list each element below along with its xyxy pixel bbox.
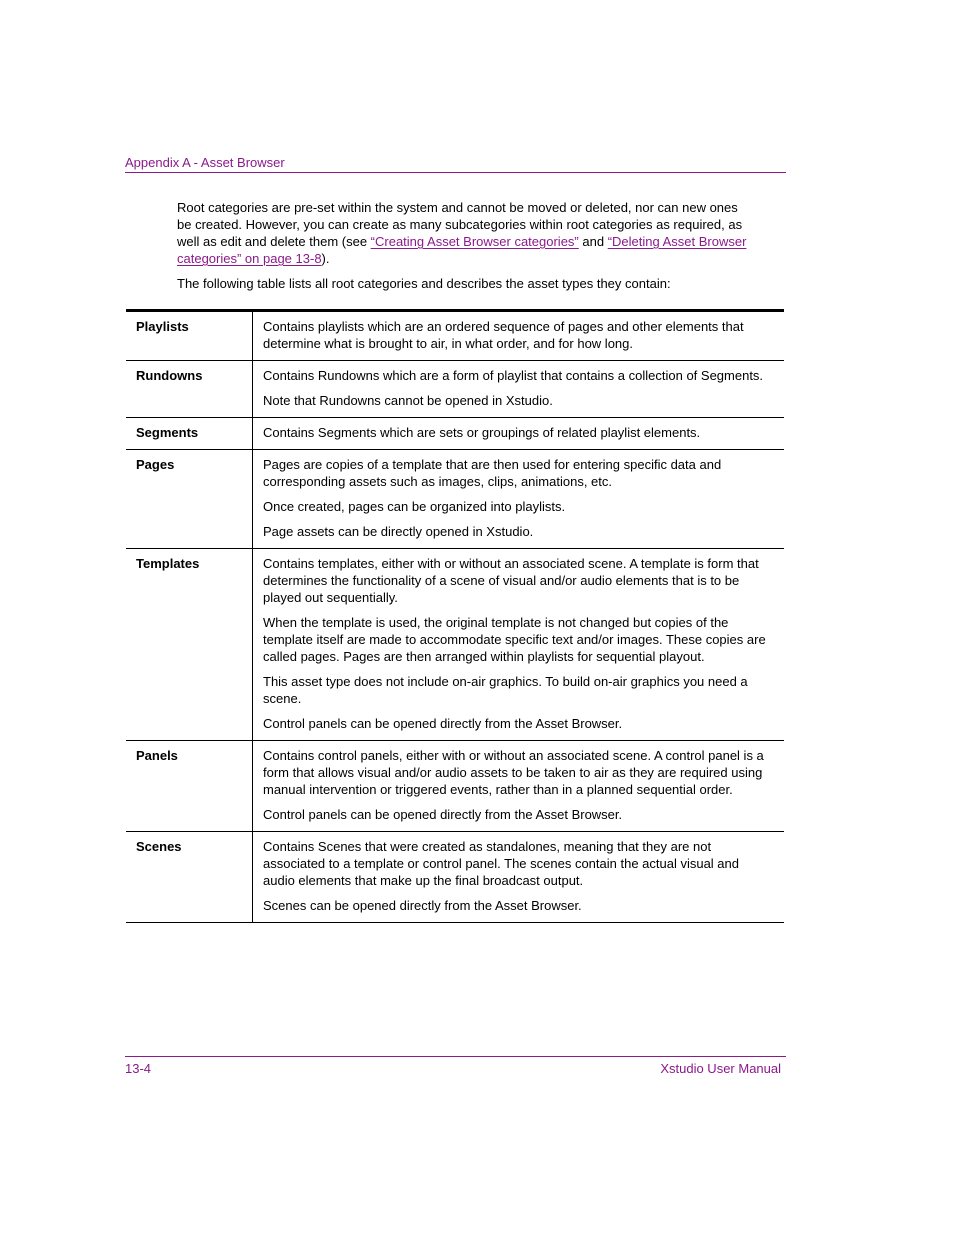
intro-text-c: ).: [321, 251, 330, 266]
description-paragraph: Contains Scenes that were created as standalones, meaning that they are not associated to a template or control panel. The scenes contain the actual visual and audio elements that make up the final broadcast output.: [263, 839, 739, 888]
manual-title: Xstudio User Manual: [660, 1061, 781, 1076]
description-paragraph: Once created, pages can be organized into playlists.: [263, 499, 566, 514]
table-row: [126, 450, 784, 549]
table-row: [126, 549, 784, 741]
page-header: [125, 154, 786, 173]
link-deleting-categories[interactable]: “Deleting Asset Browser categories” on page 13-8: [177, 234, 747, 266]
description-paragraph: Control panels can be opened directly from the Asset Browser.: [263, 716, 623, 731]
description-paragraph: Contains playlists which are an ordered sequence of pages and other elements that determine what is brought to air, in what order, and for how long.: [263, 319, 744, 351]
description-paragraph: Contains templates, either with or without an associated scene. A template is form that determines the functionality of a scene of visual and/or audio elements that is to be played out sequentially.: [263, 556, 759, 605]
category-name: Segments: [126, 418, 253, 450]
intro-text-b: and: [578, 234, 608, 249]
page-footer: [125, 1056, 786, 1076]
description-paragraph: When the template is used, the original template is not changed but copies of the template itself are made to accommodate specific text and/or images. These copies are called pages. Pages are then arranged within playlists for sequential playout.: [263, 615, 766, 664]
category-description: [253, 361, 785, 418]
intro-paragraph-1: [177, 199, 747, 267]
table-row: [126, 311, 784, 361]
description-paragraph: Contains Segments which are sets or groupings of related playlist elements.: [263, 425, 701, 440]
description-paragraph: Contains control panels, either with or without an associated scene. A control panel is a form that allows visual and/or audio assets to be taken to air as they are required using manual intervention or triggered events, rather than in a planned sequential order.: [263, 748, 764, 797]
category-name: Playlists: [126, 311, 253, 361]
intro-section: [177, 199, 747, 292]
category-name: Scenes: [126, 832, 253, 923]
description-paragraph: Pages are copies of a template that are then used for entering specific data and corresponding assets such as images, clips, animations, etc.: [263, 457, 722, 489]
category-description: [253, 450, 785, 549]
category-name: Pages: [126, 450, 253, 549]
category-description: [253, 741, 785, 832]
table-row: [126, 832, 784, 923]
description-paragraph: Control panels can be opened directly from the Asset Browser.: [263, 807, 623, 822]
description-paragraph: Contains Rundowns which are a form of playlist that contains a collection of Segments.: [263, 368, 764, 383]
category-description: [253, 549, 785, 741]
table-row: [126, 418, 784, 450]
link-creating-categories[interactable]: “Creating Asset Browser categories”: [370, 234, 579, 249]
intro-text-a: Root categories are pre-set within the system and cannot be moved or deleted, nor can new ones be created. However, you can create as many subcategories within root categories as required, as well as edit and delete them (see: [177, 200, 743, 249]
description-paragraph: Note that Rundowns cannot be opened in Xstudio.: [263, 393, 553, 408]
description-paragraph: This asset type does not include on-air graphics. To build on-air graphics you need a scene.: [263, 674, 748, 706]
category-name: Templates: [126, 549, 253, 741]
table-row: [126, 361, 784, 418]
description-paragraph: Scenes can be opened directly from the Asset Browser.: [263, 898, 582, 913]
category-description: [253, 311, 785, 361]
intro-paragraph-2: The following table lists all root categories and describes the asset types they contain:: [177, 276, 671, 291]
category-name: Panels: [126, 741, 253, 832]
category-description: [253, 418, 785, 450]
description-paragraph: Page assets can be directly opened in Xstudio.: [263, 524, 534, 539]
page-number: 13-4: [125, 1061, 152, 1076]
root-categories-table: [126, 309, 784, 923]
table-row: [126, 741, 784, 832]
root-categories-table-body: [126, 311, 784, 923]
header-title: Appendix A - Asset Browser: [125, 155, 285, 170]
category-description: [253, 832, 785, 923]
category-name: Rundowns: [126, 361, 253, 418]
